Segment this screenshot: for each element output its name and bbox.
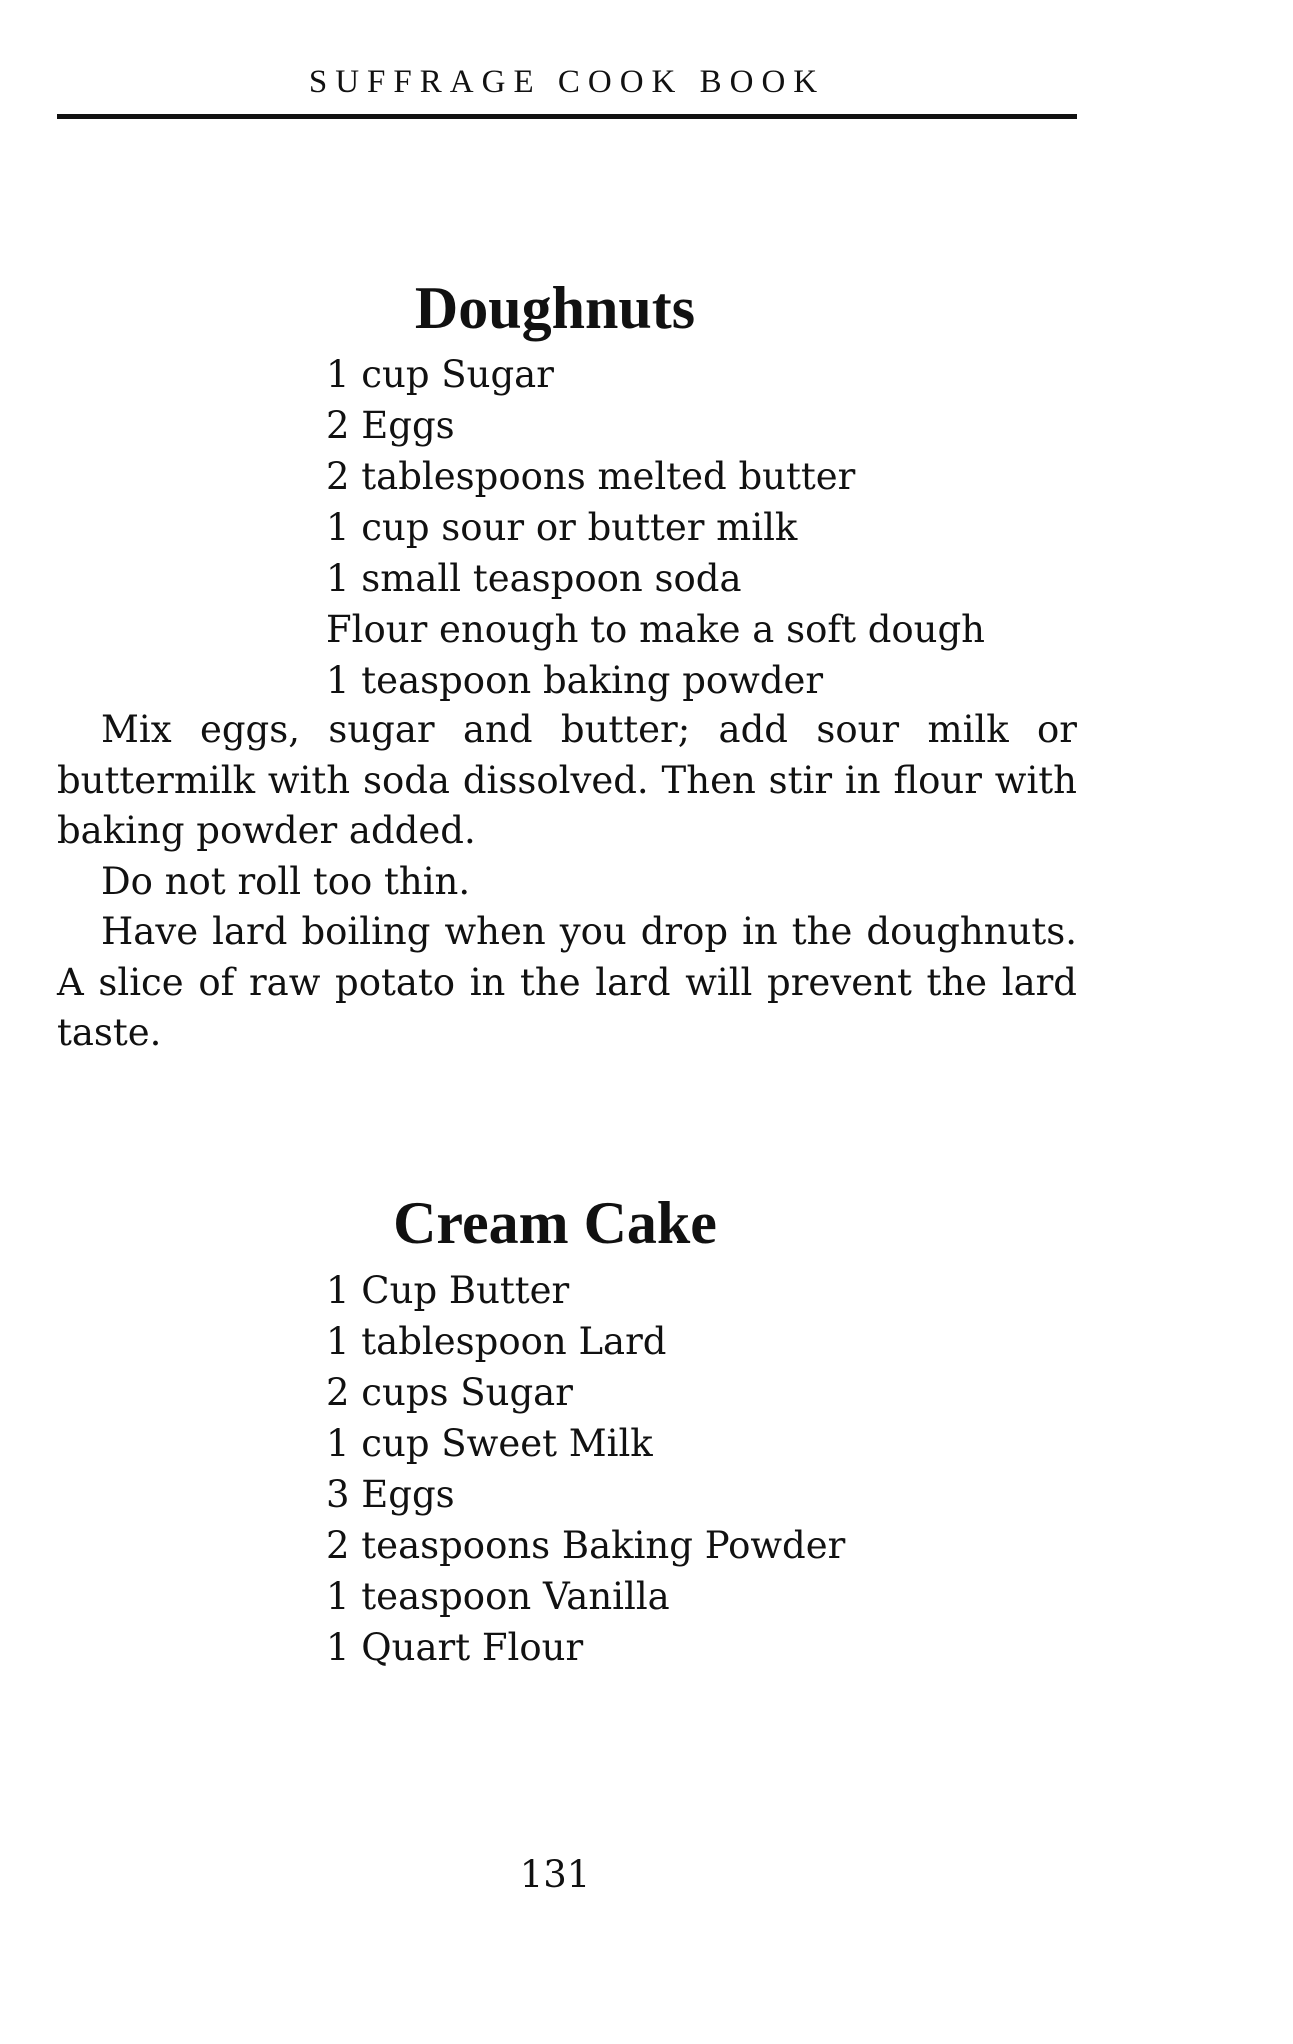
ingredient-list-cream-cake xyxy=(326,1265,1106,1673)
method-paragraph: Mix eggs, sugar and butter; add sour milk or buttermilk with soda dissolved. Then stir in flour with baking powder added. xyxy=(57,708,1077,852)
ingredient-item: 3 Eggs xyxy=(326,1473,455,1516)
ingredient-item: 1 teaspoon baking powder xyxy=(326,659,824,702)
method-paragraph: Do not roll too thin. xyxy=(101,859,471,903)
ingredient-item: 2 Eggs xyxy=(326,404,455,447)
page-number: 131 xyxy=(519,1853,591,1896)
ingredient-item: 1 cup Sweet Milk xyxy=(326,1422,653,1465)
ingredient-item: 2 cups Sugar xyxy=(326,1371,573,1414)
ingredient-item: 2 teaspoons Baking Powder xyxy=(326,1524,846,1567)
method-paragraph: Have lard boiling when you drop in the doughnuts. A slice of raw potato in the lard will prevent the lard taste. xyxy=(57,910,1077,1054)
recipe-title-doughnuts: Doughnuts xyxy=(414,275,696,342)
ingredient-item: Flour enough to make a soft dough xyxy=(326,608,986,651)
ingredient-list-doughnuts xyxy=(326,349,1106,706)
running-head: SUFFRAGE COOK BOOK xyxy=(308,64,826,100)
ingredient-item: 1 Cup Butter xyxy=(326,1269,570,1312)
recipe-title-cream-cake: Cream Cake xyxy=(393,1190,717,1257)
ingredient-item: 1 Quart Flour xyxy=(326,1626,584,1669)
ingredient-item: 1 small teaspoon soda xyxy=(326,557,742,600)
ingredient-item: 1 cup Sugar xyxy=(326,353,554,396)
ingredient-item: 1 cup sour or butter milk xyxy=(326,506,798,549)
ingredient-item: 1 teaspoon Vanilla xyxy=(326,1575,670,1618)
header-rule xyxy=(57,114,1077,119)
method-doughnuts xyxy=(57,705,1077,1059)
ingredient-item: 1 tablespoon Lard xyxy=(326,1320,667,1363)
ingredient-item: 2 tablespoons melted butter xyxy=(326,455,856,498)
